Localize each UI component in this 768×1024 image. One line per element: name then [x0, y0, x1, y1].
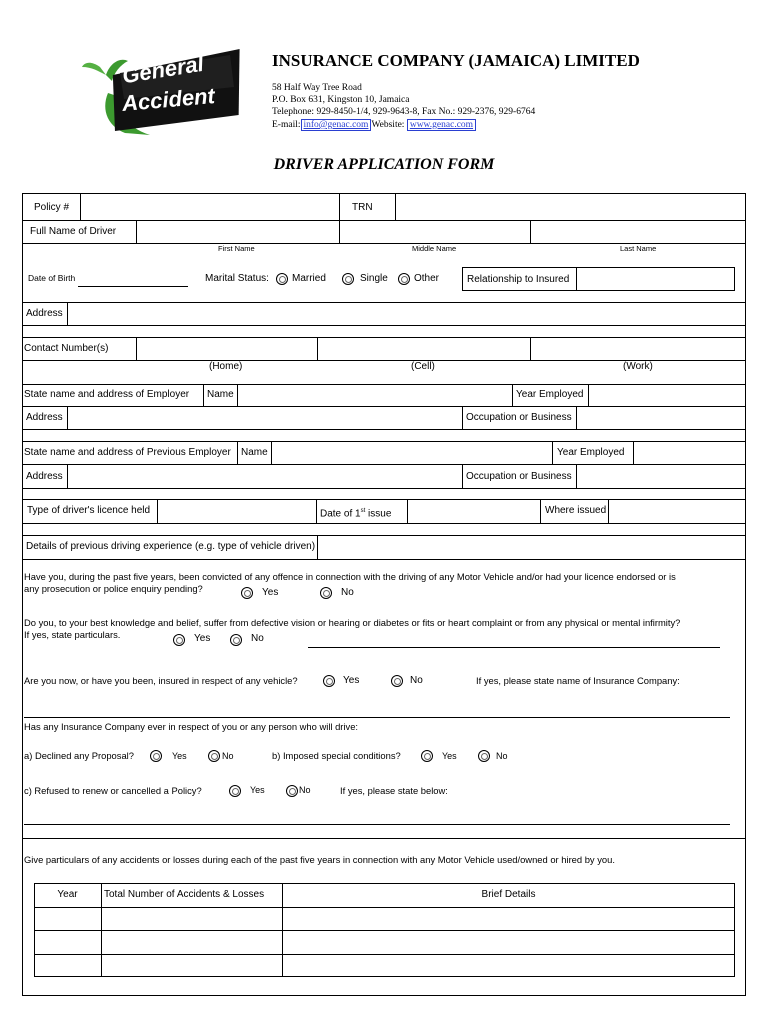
prev-employer-label: State name and address of Previous Employer [24, 447, 231, 458]
q3-yes-label: Yes [343, 675, 360, 686]
q4b-no-radio[interactable] [478, 750, 490, 762]
relationship-label: Relationship to Insured [467, 274, 570, 285]
employer-name-input[interactable] [238, 385, 512, 406]
question-4c: c) Refused to renew or cancelled a Policy? [24, 785, 202, 796]
dob-input[interactable] [78, 272, 188, 286]
home-caption: (Home) [209, 361, 243, 372]
email-link[interactable]: info@genac.com [301, 119, 372, 131]
where-issued-input[interactable] [609, 500, 745, 523]
year-employed-label: Year Employed [516, 389, 584, 400]
q1-no-label: No [341, 587, 354, 598]
address-input[interactable] [68, 303, 745, 325]
employer-address-input[interactable] [68, 407, 462, 429]
question-4: Has any Insurance Company ever in respect of you or any person who will drive: [24, 721, 359, 732]
date-first-issue-label [320, 505, 391, 520]
last-name-input[interactable] [531, 221, 745, 243]
q2-no-label: No [251, 633, 264, 644]
other-label: Other [414, 273, 440, 284]
experience-label: Details of previous driving experience (e.g. type of vehicle driven) [26, 541, 316, 552]
telephone-line: Telephone: 929-8450-1/4, 929-9643-8, Fax No.: 929-2376, 929-6764 [272, 107, 536, 117]
question-3: Are you now, or have you been, insured in respect of any vehicle? [24, 675, 298, 686]
website-label: Website: [371, 120, 405, 130]
work-caption: (Work) [623, 361, 653, 372]
q2-yes-label: Yes [194, 633, 211, 644]
q3-yes-radio[interactable] [323, 675, 335, 687]
q1-yes-label: Yes [262, 587, 279, 598]
date-issue-text: Date of 1 [320, 508, 361, 520]
occupation-input[interactable] [577, 407, 745, 429]
prev-address-input[interactable] [68, 465, 462, 488]
licence-type-input[interactable] [158, 500, 316, 523]
question-1-line-2: any prosecution or police enquiry pending? [24, 583, 203, 594]
home-phone-input[interactable] [137, 338, 317, 360]
question-4c-followup: If yes, please state below: [340, 785, 448, 796]
form-title: DRIVER APPLICATION FORM [273, 156, 495, 173]
middle-name-caption: Middle Name [412, 244, 457, 253]
q3-no-label: No [410, 675, 423, 686]
table-header-total: Total Number of Accidents & Losses [104, 889, 265, 900]
q3-no-radio[interactable] [391, 675, 403, 687]
question-2-line-2: If yes, state particulars. [24, 629, 121, 640]
email-label: E-mail: [272, 120, 301, 130]
company-name: INSURANCE COMPANY (JAMAICA) LIMITED [272, 51, 640, 70]
table-row[interactable] [35, 931, 734, 954]
question-3-followup: If yes, please state name of Insurance Company: [476, 675, 680, 686]
logo-text-accident: Accident [121, 83, 216, 117]
question-4b: b) Imposed special conditions? [272, 750, 401, 761]
website-link[interactable]: www.genac.com [407, 119, 476, 131]
question-1-line-1: Have you, during the past five years, been convicted of any offence in connection with the driving of any Motor Vehicle and/or had your licence endorsed or is [24, 571, 676, 582]
q4a-yes-label: Yes [172, 751, 187, 761]
q4c-yes-radio[interactable] [229, 785, 241, 797]
marital-label: Marital Status: [205, 273, 269, 284]
prev-occupation-label: Occupation or Business [466, 471, 572, 482]
dob-label: Date of Birth [28, 273, 76, 283]
date-issue-suffix: issue [365, 508, 392, 520]
logo-text-general: General [120, 50, 206, 89]
table-row[interactable] [35, 908, 734, 930]
cell-caption: (Cell) [411, 361, 435, 372]
q1-no-radio[interactable] [320, 587, 332, 599]
q4c-no-radio[interactable] [286, 785, 298, 797]
occupation-label: Occupation or Business [466, 412, 572, 423]
single-label: Single [360, 273, 388, 284]
q4c-details-input[interactable] [24, 806, 730, 824]
address-line-2: P.O. Box 631, Kingston 10, Jamaica [272, 95, 410, 105]
table-header-details: Brief Details [481, 889, 536, 900]
table-row[interactable] [35, 955, 734, 976]
employer-address-label: Address [26, 412, 63, 423]
first-name-input[interactable] [137, 221, 339, 243]
q4b-yes-label: Yes [442, 751, 457, 761]
date-issue-sup: st [360, 508, 366, 514]
prev-address-label: Address [26, 471, 63, 482]
q4c-yes-label: Yes [250, 785, 265, 795]
table-header-year: Year [57, 889, 78, 900]
contact-line [272, 119, 476, 131]
q4b-no-label: No [496, 751, 508, 761]
employer-name-label: Name [207, 389, 234, 400]
married-label: Married [292, 273, 326, 284]
middle-name-input[interactable] [340, 221, 530, 243]
q4a-yes-radio[interactable] [150, 750, 162, 762]
contact-label: Contact Number(s) [24, 343, 109, 354]
q1-yes-radio[interactable] [241, 587, 253, 599]
other-radio[interactable] [398, 273, 410, 285]
last-name-caption: Last Name [620, 244, 657, 253]
cell-phone-input[interactable] [318, 338, 530, 360]
trn-input[interactable] [396, 194, 745, 220]
full-name-label: Full Name of Driver [30, 226, 117, 237]
policy-label: Policy # [34, 202, 70, 213]
q4a-no-label: No [222, 751, 234, 761]
trn-label: TRN [352, 202, 373, 213]
prev-employer-name-input[interactable] [272, 442, 552, 464]
married-radio[interactable] [276, 273, 288, 285]
work-phone-input[interactable] [531, 338, 745, 360]
q4a-no-radio[interactable] [208, 750, 220, 762]
address-line-1: 58 Half Way Tree Road [272, 83, 362, 93]
employer-label: State name and address of Employer [24, 389, 190, 400]
first-name-caption: First Name [218, 244, 255, 253]
where-issued-label: Where issued [545, 505, 607, 516]
question-2-line-1: Do you, to your best knowledge and belief, suffer from defective vision or hearing or diabetes or fits or heart complaint or from any physical or mental infirmity? [24, 617, 681, 628]
policy-input[interactable] [81, 194, 339, 220]
question-5: Give particulars of any accidents or losses during each of the past five years in connection with any Motor Vehicle used/owned or hired by you. [24, 854, 615, 865]
single-radio[interactable] [342, 273, 354, 285]
prev-employer-name-label: Name [241, 447, 268, 458]
q4b-yes-radio[interactable] [421, 750, 433, 762]
relationship-input[interactable] [577, 268, 734, 290]
date-first-issue-input[interactable] [408, 500, 540, 523]
licence-type-label: Type of driver's licence held [27, 505, 151, 516]
q2-yes-radio[interactable] [173, 634, 185, 646]
year-employed-input[interactable] [589, 385, 745, 406]
prev-occupation-input[interactable] [577, 465, 745, 488]
q2-particulars-input[interactable] [308, 633, 720, 647]
question-4a: a) Declined any Proposal? [24, 750, 134, 761]
q2-no-radio[interactable] [230, 634, 242, 646]
prev-year-employed-label: Year Employed [557, 447, 625, 458]
address-label: Address [26, 308, 63, 319]
q4c-no-label: No [299, 785, 311, 795]
q3-insurer-input[interactable] [24, 700, 730, 717]
experience-input[interactable] [318, 536, 745, 559]
prev-year-employed-input[interactable] [634, 442, 745, 464]
